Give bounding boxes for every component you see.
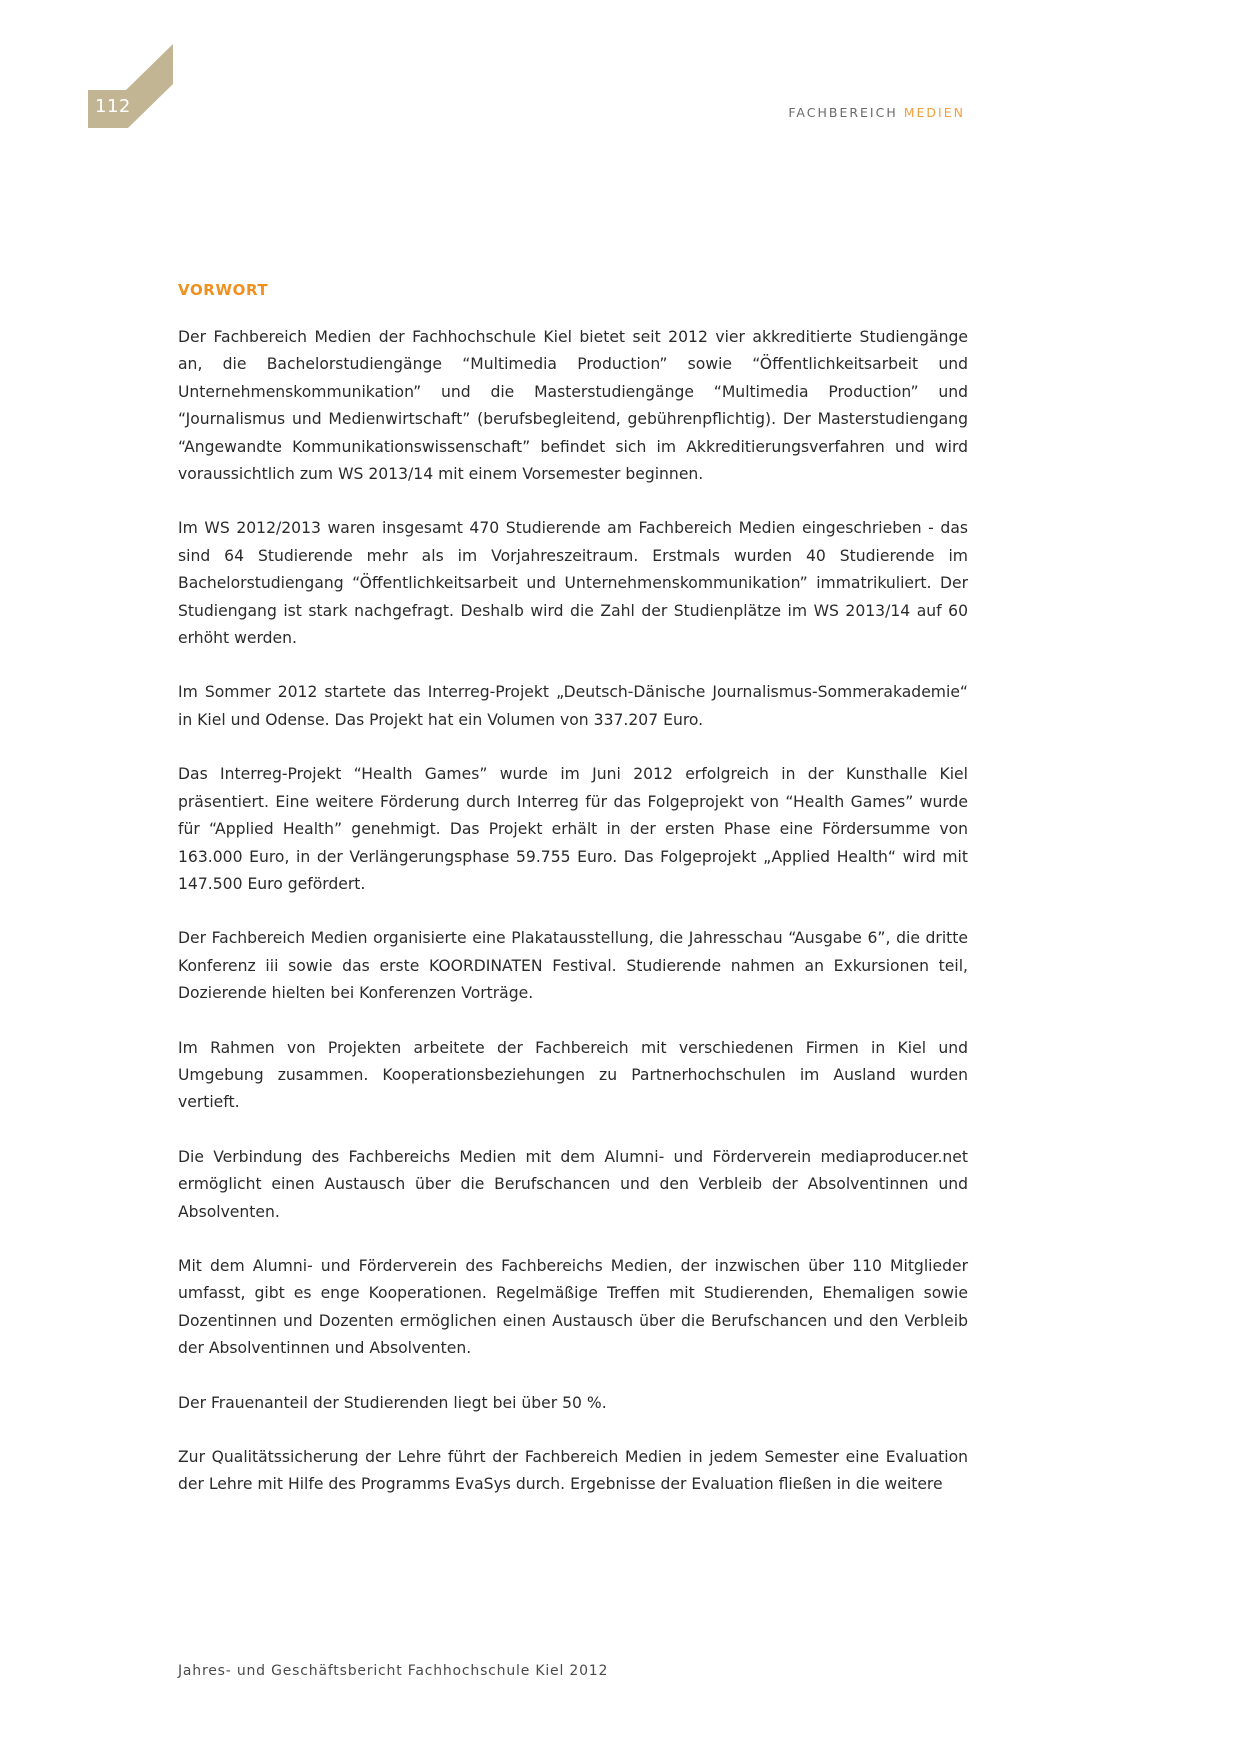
paragraph: Im Rahmen von Projekten arbeitete der Fachbereich mit verschiedenen Firmen in Kiel und Umgebung zusammen. Kooperationsbeziehungen zu Partnerhochschulen im Ausland wurden vertieft. xyxy=(178,1038,968,1112)
paragraph: Das Interreg-Projekt “Health Games” wurde im Juni 2012 erfolgreich in der Kunsthalle Kiel präsentiert. Eine weitere Förderung durch Interreg für das Folgeprojekt von “Health Games” wurde für “Applied Health” genehmigt. Das Projekt erhält in der ersten Phase eine Fördersumme von 163.000 Euro, in der Verlängerungsphase 59.755 Euro. Das Folgeprojekt „Applied Health“ wird mit 147.500 Euro gefördert. xyxy=(178,765,968,893)
footer-title: Jahres- und Geschäftsbericht Fachhochschule Kiel 2012 xyxy=(178,1663,609,1679)
paragraph: Der Fachbereich Medien der Fachhochschule Kiel bietet seit 2012 vier akkreditierte Studiengänge an, die Bachelorstudiengänge “Multimedia Production” sowie “Öffentlichkeitsarbeit und Unternehmenskommunikation” und die Masterstudiengänge “Multimedia Production” und “Journalismus und Medienwirtschaft” (berufsbegleitend, gebührenpflichtig). Der Masterstudiengang “Angewandte Kommunikationswissenschaft” befindet sich im Akkreditierungsverfahren und wird voraussichtlich zum WS 2013/14 mit einem Vorsemester beginnen. xyxy=(178,328,968,484)
paragraph: Zur Qualitätssicherung der Lehre führt der Fachbereich Medien in jedem Semester eine Evaluation der Lehre mit Hilfe des Programms EvaSys durch. Ergebnisse der Evaluation fließen in die weitere xyxy=(178,1448,968,1494)
paragraph: Mit dem Alumni- und Förderverein des Fachbereichs Medien, der inzwischen über 110 Mitglieder umfasst, gibt es enge Kooperationen. Regelmäßige Treffen mit Studierenden, Ehemaligen sowie Dozentinnen und Dozenten ermöglichen einen Austausch über die Berufschancen und den Verbleib der Absolventinnen und Absolventen. xyxy=(178,1256,968,1358)
paragraph: Im WS 2012/2013 waren insgesamt 470 Studierende am Fachbereich Medien eingeschrieben - das sind 64 Studierende mehr als im Vorjahreszeitraum. Erstmals wurden 40 Studierende im Bachelorstudiengang “Öffentlichkeitsarbeit und Unternehmenskommunikation” immatrikuliert. Der Studiengang ist stark nachgefragt. Deshalb wird die Zahl der Studienplätze im WS 2013/14 auf 60 erhöht werden. xyxy=(178,519,968,648)
running-head xyxy=(788,105,965,120)
section-title: VORWORT xyxy=(178,281,269,299)
main-content xyxy=(178,281,968,1526)
paragraph: Im Sommer 2012 startete das Interreg-Projekt „Deutsch-Dänische Journalismus-Sommerakademie“ in Kiel und Odense. Das Projekt hat ein Volumen von 337.207 Euro. xyxy=(178,683,968,729)
paragraph: Der Frauenanteil der Studierenden liegt bei über 50 %. xyxy=(178,1393,607,1412)
page-number: 112 xyxy=(95,96,131,117)
running-head-prefix: FACHBEREICH xyxy=(788,105,898,120)
running-head-accent: MEDIEN xyxy=(903,105,965,120)
paragraph: Die Verbindung des Fachbereichs Medien mit dem Alumni- und Förderverein mediaproducer.net ermöglicht einen Austausch über die Berufschancen und den Verbleib der Absolventinnen und Absolventen. xyxy=(178,1147,968,1221)
paragraph: Der Fachbereich Medien organisierte eine Plakatausstellung, die Jahresschau “Ausgabe 6”, die dritte Konferenz iii sowie das erste KOORDINATEN Festival. Studierende nahmen an Exkursionen teil, Dozierende hielten bei Konferenzen Vorträge. xyxy=(178,929,968,1003)
